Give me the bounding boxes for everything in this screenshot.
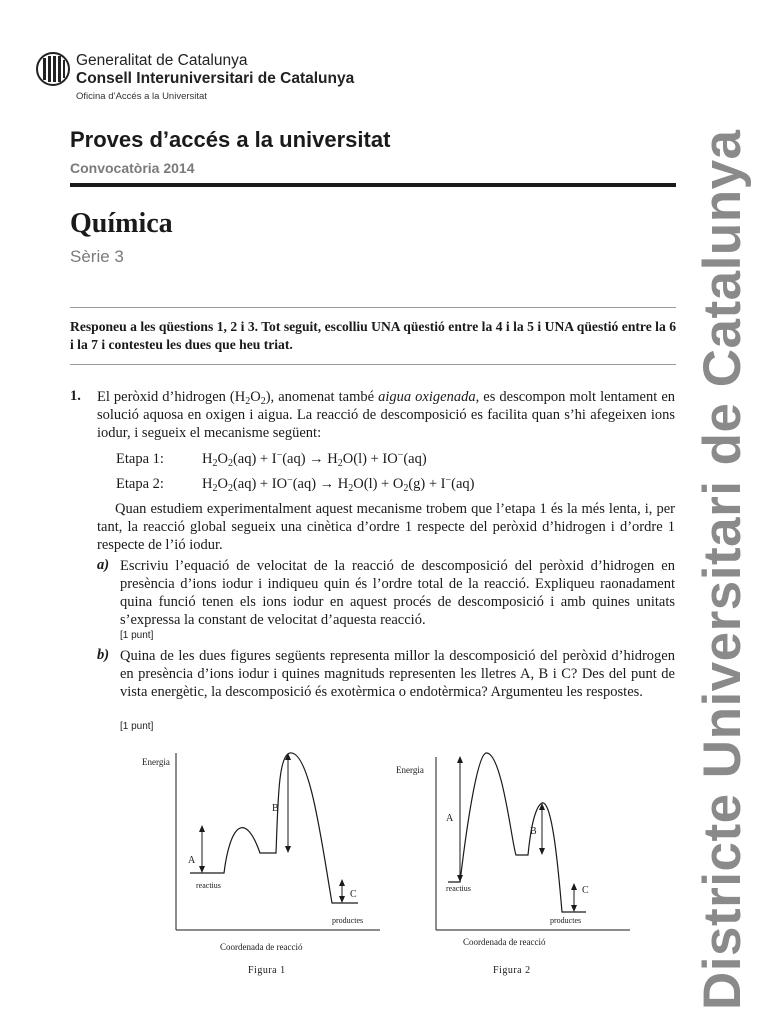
- stage1-label: Etapa 1:: [116, 451, 164, 467]
- part-a-points: [1 punt]: [120, 630, 154, 641]
- fig2-label-b: B: [530, 826, 537, 837]
- subject-series: Sèrie 3: [70, 247, 124, 266]
- fig1-caption: Figura 1: [248, 965, 286, 976]
- fig1-products: productes: [332, 916, 364, 925]
- instructions-top-rule: [70, 307, 676, 308]
- fig2-caption: Figura 2: [493, 965, 531, 976]
- figure-2-energy-diagram: [390, 745, 630, 980]
- stage1-equation: $H_2O_2(aq) + I^-(aq) \to H_2O(l) + IO^-(aq)$: [202, 450, 427, 469]
- exam-title: Proves d’accés a la universitat: [70, 127, 391, 152]
- fig1-reactants: reactius: [196, 881, 221, 890]
- fig1-xlabel: Coordenada de reacció: [220, 942, 303, 952]
- fig2-products: productes: [550, 916, 582, 925]
- header-divider: [70, 183, 676, 187]
- fig2-label-c: C: [582, 885, 589, 896]
- stage2-equation: $H_2O_2(aq) + IO^-(aq) \to H_2O(l) + O_2(g) + I^-(aq)$: [202, 475, 475, 494]
- part-a-label: a): [97, 557, 110, 573]
- figure-1-energy-diagram: [140, 745, 380, 980]
- fig2-reactants: reactius: [446, 884, 471, 893]
- instructions-bottom-rule: [70, 364, 676, 365]
- org-name: Generalitat de Catalunya: [76, 52, 248, 69]
- fig2-label-a: A: [446, 813, 454, 824]
- fig1-label-c: C: [350, 889, 357, 900]
- instructions: Responeu a les qüestions 1, 2 i 3. Tot seguit, escolliu UNA qüestió entre la 4 i la 5 i UNA qüestió entre la 6 i la 7 i contesteu les dues que heu triat.: [70, 319, 676, 352]
- stage2-label: Etapa 2:: [116, 476, 164, 492]
- part-b-text: Quina de les dues figures següents representa millor la descomposició del peròxid d’hidrogen en presència d’ions iodur i quines magnituds representen les lletres A, B i C? Des del punt de vista energètic, la descomposició és exotèrmica o endotèrmica? Argumenteu les respostes.: [120, 648, 675, 700]
- part-b-label: b): [97, 647, 110, 663]
- fig1-label-a: A: [188, 855, 196, 866]
- question-number: 1.: [70, 388, 81, 404]
- org-council: Consell Interuniversitari de Catalunya: [76, 70, 355, 87]
- generalitat-logo-icon: [36, 52, 70, 86]
- fig2-xlabel: Coordenada de reacció: [463, 937, 546, 947]
- fig2-ylabel: Energia: [396, 765, 424, 775]
- exam-year: Convocatòria 2014: [70, 160, 195, 176]
- kinetics-text: Quan estudiem experimentalment aquest mecanisme trobem que l’etapa 1 és la més lenta, i, per tant, la reacció global segueix una cinètica d’ordre 1 respecte del peròxid d’hidrogen i d’ordre 1 respecte de l’ió iodur.: [97, 501, 675, 553]
- question-intro: El peròxid d’hidrogen $(H_2O_2)$, anomenat també aigua oxigenada, es descompon molt lentament en solució aquosa en oxigen i aigua. La reacció de descomposició es facilita quan s’hi afegeixen ions iodur, i segueix el mecanisme següent:: [97, 389, 675, 441]
- part-b-points: [1 punt]: [120, 721, 154, 732]
- district-sidebar: Districte Universitari de Catalunya: [693, 129, 752, 1010]
- part-a-text: Escriviu l’equació de velocitat de la reacció de descomposició del peròxid d’hidrogen en presència d’ions iodur i indiqueu quin és l’ordre total de la reacció. Expliqueu raonadament quina funció tenen els ions iodur en aquest procés de descomposició i amb quines unitats s’expressa la constant de velocitat d’aquesta reacció.: [120, 558, 675, 628]
- subject-title: Química: [70, 208, 173, 239]
- fig1-ylabel: Energia: [142, 757, 170, 767]
- org-office: Oficina d’Accés a la Universitat: [76, 91, 207, 102]
- fig1-label-b: B: [272, 803, 279, 814]
